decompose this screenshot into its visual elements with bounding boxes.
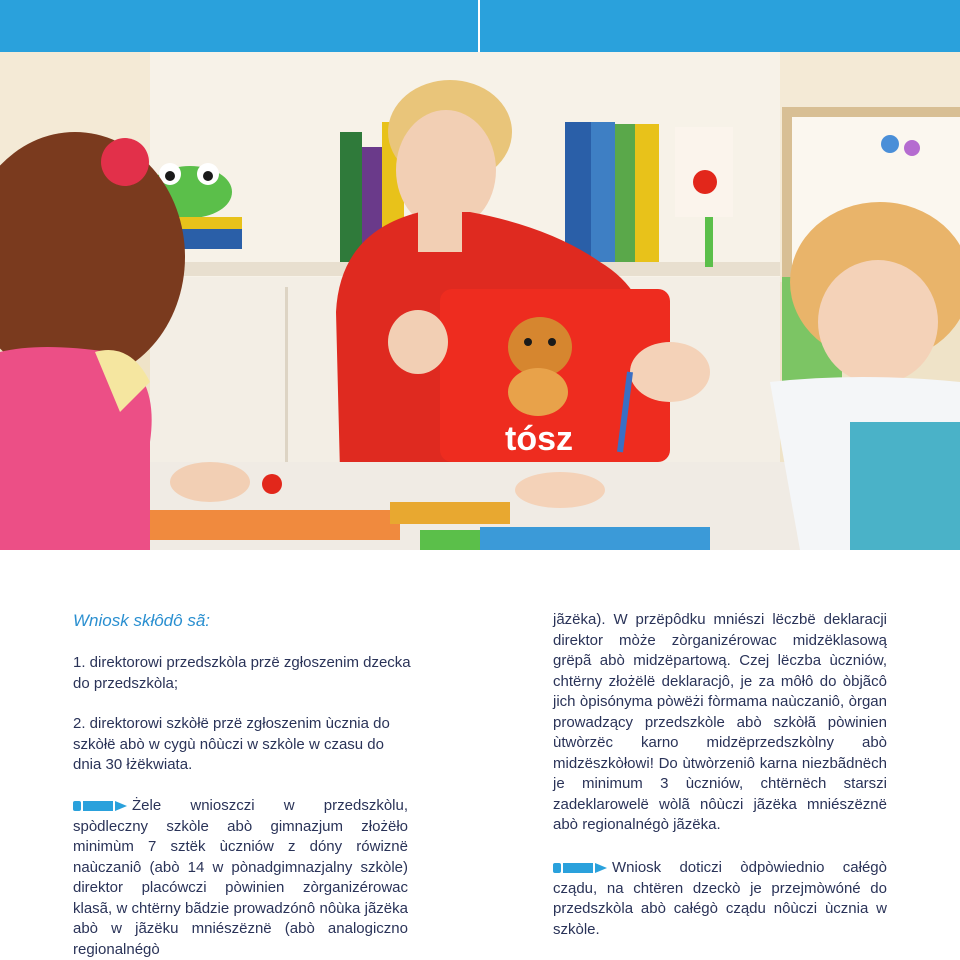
banner-divider [478,0,480,52]
note-text: Żele wnioszczi w przedszkòlu, spòdleczny szkòle abò gimnazjum złożëło minimùm 7 sztëk ùczniów z dóny rówiznë naùczaniô (abò 14 w pònadgimnazjalny szkòle) direktor placówczi pòwinien zòrganizérowac klasã, w chtërny bãdzie prowadzónô nôùka jãzëka abò w jãzëku mniészëznë (abò analogiczno regionalnégò [73,797,408,958]
continuation-paragraph: jãzëka). W przëpôdku mniészi lëczbë deklaracji direktor mòże zòrganizérowac midzëklasową grëpã abò midzëpartową. Czej lëczba ùczniów, chtërny złożëlë deklaracjô, je za môłô do òbjãcô jich òpisónyma pòwëżi fòrmama naùczaniô, òrgan prowadzący przedszkòle abò szkòłã pòwinien ùtwòrzëc karno midzëprzedszkòlny abò midzëszkòłowi! Do ùtwòrzeniô karna niezbãdnëch je minimum 3 ùczniów, chtërnëch starszi zadeklarowelë wòlã nôùczi jãzëka mniészëznë abò regionalnégò jãzëka. [553,611,887,833]
list-item: 1. direktorowi przedszkòla przë zgłoszenim dzecka do przedszkòla; [73,654,411,692]
list-item: 2. direktorowi szkòłë przë zgłoszenim ùcznia do szkòłë abò w cygù nôùczi w szkòle w czasu do dnia 30 łżëkwiata. [73,715,390,773]
note-paragraph-2 [553,858,887,940]
section-heading: Wniosk skłôdô sã: [73,611,210,630]
classroom-photo [0,52,960,550]
pen-icon [553,862,607,874]
pen-icon [73,800,127,812]
top-banner [0,0,960,52]
card-word: tósz [505,420,573,458]
note-paragraph [73,796,408,960]
note-text-2: Wniosk doticzi òdpòwiednio całégò cządu, na chtëren dzeckò je przejmòwóné do przedszkòla abò całégò cządu nôùczi ùcznia w szkòle. [553,859,887,938]
